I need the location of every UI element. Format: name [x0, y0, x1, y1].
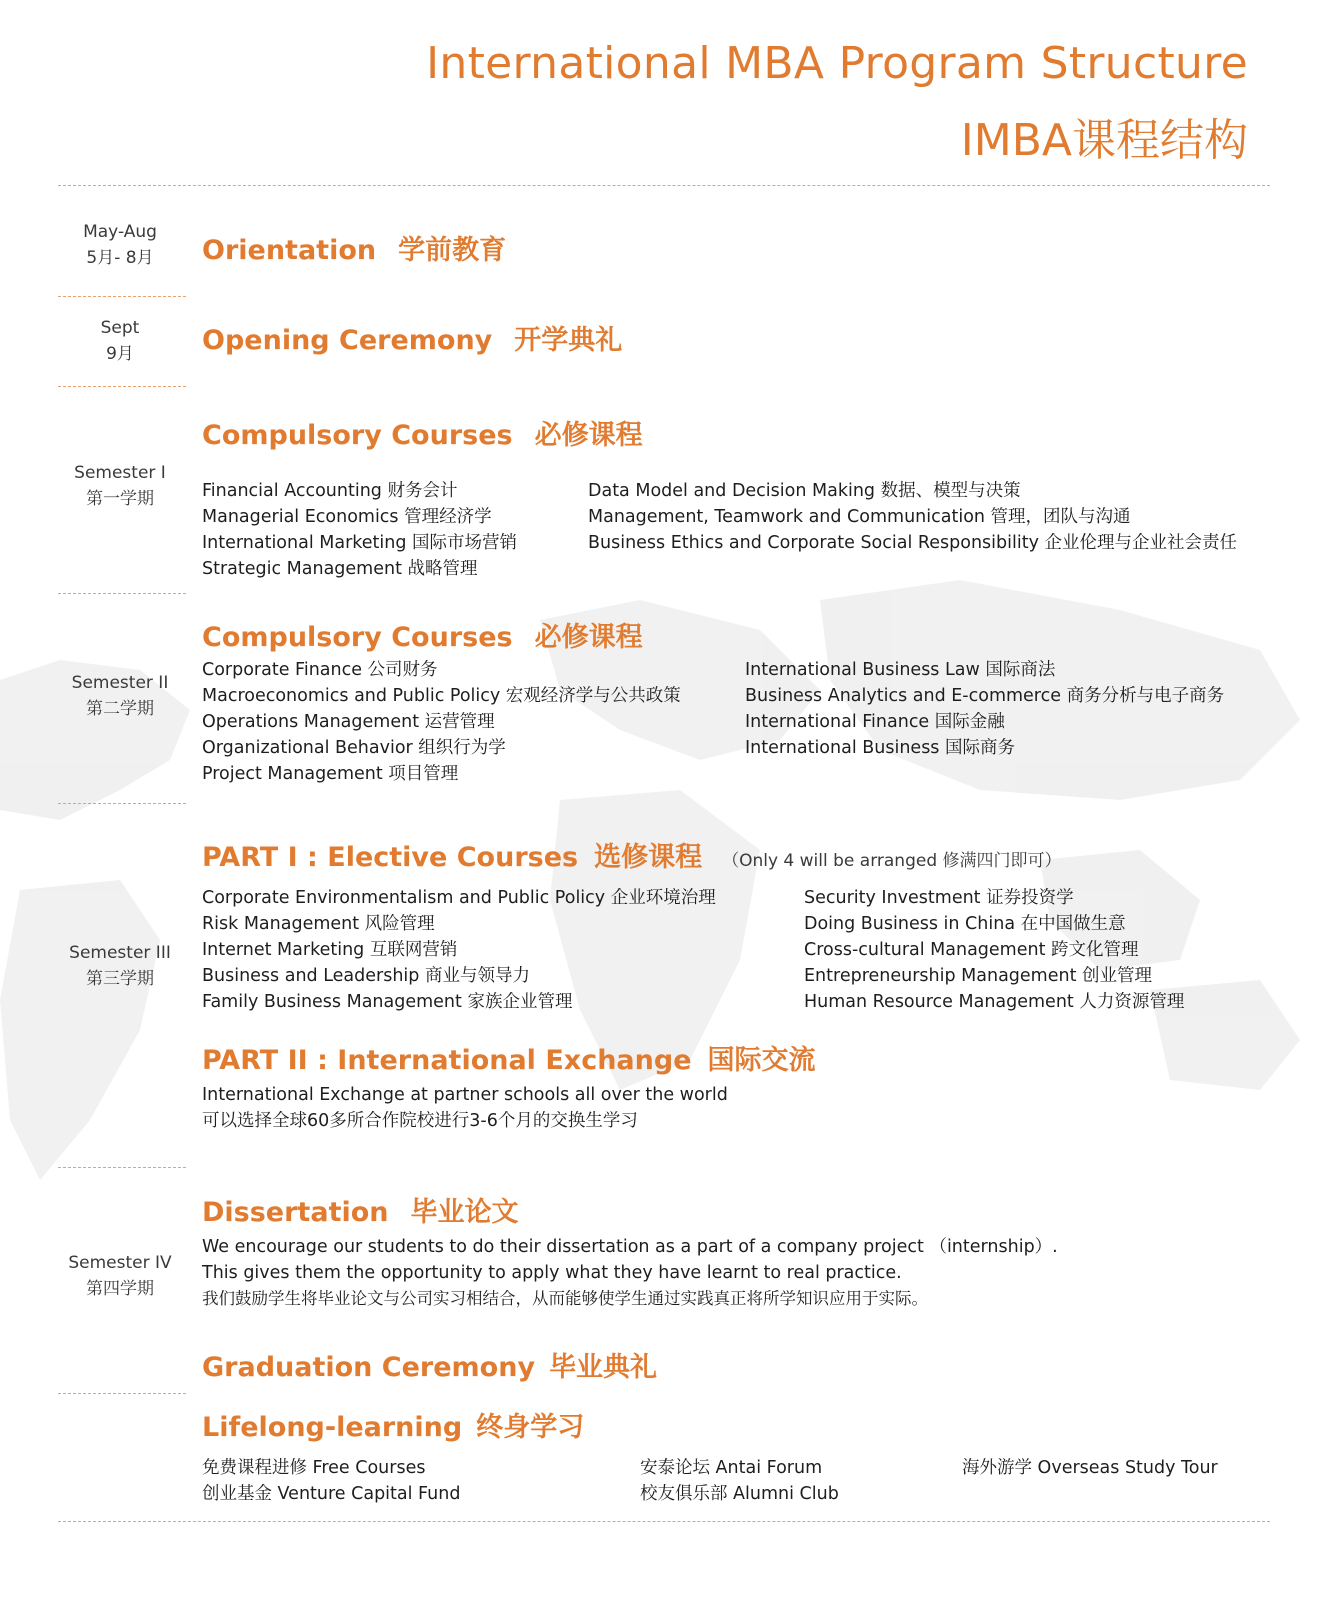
course-item: Cross-cultural Management 跨文化管理: [804, 940, 1139, 960]
course-item: Data Model and Decision Making 数据、模型与决策: [588, 481, 1021, 501]
lifelong-title-zh: 终身学习: [476, 1412, 585, 1443]
semester1-heading: [202, 413, 643, 452]
dissertation-description: [202, 1234, 1058, 1312]
course-item: Business Ethics and Corporate Social Responsibility 企业伦理与企业社会责任: [588, 533, 1238, 553]
course-item: Management, Teamwork and Communication 管理，团队与沟通: [588, 507, 1131, 527]
course-item: Risk Management 风险管理: [202, 914, 435, 934]
opening-date: [50, 315, 190, 367]
semester3-label-en: Semester III: [69, 943, 171, 963]
opening-date-en: Sept: [100, 318, 140, 338]
semester2-label: [50, 670, 190, 722]
orientation-heading: [202, 228, 506, 267]
semester4-label: [50, 1250, 190, 1302]
semester1-label-zh: 第一学期: [86, 489, 154, 509]
opening-date-zh: 9月: [106, 344, 134, 364]
course-item: Human Resource Management 人力资源管理: [804, 992, 1185, 1012]
divider-semester1: [58, 593, 186, 594]
semester4-label-zh: 第四学期: [86, 1279, 154, 1299]
divider-graduation: [58, 1393, 186, 1394]
course-item: International Business 国际商务: [745, 738, 1015, 758]
course-item: Entrepreneurship Management 创业管理: [804, 966, 1153, 986]
semester1-label: [50, 460, 190, 512]
course-item: Project Management 项目管理: [202, 764, 459, 784]
dissertation-line-3: 我们鼓励学生将毕业论文与公司实习相结合，从而能够使学生通过实践真正将所学知识应用于实际。: [202, 1289, 928, 1308]
semester1-courses-col2: [588, 478, 1237, 556]
lifelong-col3: [962, 1455, 1218, 1481]
semester2-heading: [202, 615, 643, 654]
lifelong-item: 海外游学 Overseas Study Tour: [962, 1458, 1218, 1478]
lifelong-col1: [202, 1455, 460, 1507]
lifelong-item: 安泰论坛 Antai Forum: [640, 1458, 823, 1478]
part1-title-zh: 选修课程: [594, 842, 703, 873]
semester1-courses-col1: [202, 478, 517, 582]
opening-title-en: Opening Ceremony: [202, 325, 493, 356]
orientation-date-en: May-Aug: [83, 222, 157, 242]
course-item: International Marketing 国际市场营销: [202, 533, 518, 553]
lifelong-item: 校友俱乐部 Alumni Club: [640, 1484, 839, 1504]
orientation-title-zh: 学前教育: [398, 235, 507, 266]
footer-divider: [58, 1521, 1270, 1522]
semester2-courses-col1: [202, 657, 681, 787]
header-divider: [58, 185, 1270, 186]
course-item: Corporate Finance 公司财务: [202, 660, 438, 680]
semester2-courses-col2: [745, 657, 1224, 761]
graduation-heading: [202, 1345, 657, 1384]
dissertation-title-zh: 毕业论文: [410, 1197, 519, 1228]
course-item: International Business Law 国际商法: [745, 660, 1056, 680]
orientation-title-en: Orientation: [202, 235, 377, 266]
divider-semester2: [58, 803, 186, 804]
dissertation-line-2: This gives them the opportunity to apply what they have learnt to real practice.: [202, 1263, 902, 1283]
page-title-zh: IMBA课程结构: [960, 115, 1248, 166]
orientation-date: [50, 219, 190, 271]
semester1-label-en: Semester I: [74, 463, 166, 483]
divider-opening: [58, 386, 186, 387]
divider-orientation: [58, 296, 186, 297]
semester4-heading: [202, 1190, 519, 1229]
course-item: Operations Management 运营管理: [202, 712, 495, 732]
course-item: Financial Accounting 财务会计: [202, 481, 458, 501]
course-item: Security Investment 证券投资学: [804, 888, 1074, 908]
semester3-courses-col1: [202, 885, 716, 1015]
course-item: Corporate Environmentalism and Public Policy 企业环境治理: [202, 888, 716, 908]
exchange-description: [202, 1082, 728, 1134]
lifelong-col2: [640, 1455, 839, 1507]
semester2-title-zh: 必修课程: [534, 622, 643, 653]
part2-title-zh: 国际交流: [707, 1045, 816, 1076]
course-item: Business Analytics and E-commerce 商务分析与电子商务: [745, 686, 1225, 706]
semester3-part2-heading: [202, 1038, 816, 1077]
course-item: Business and Leadership 商业与领导力: [202, 966, 530, 986]
divider-semester3: [58, 1167, 186, 1168]
exchange-line-en: International Exchange at partner schools all over the world: [202, 1085, 728, 1105]
lifelong-title-en: Lifelong-learning: [202, 1412, 463, 1443]
semester4-label-en: Semester IV: [68, 1253, 172, 1273]
lifelong-heading: [202, 1405, 584, 1444]
course-item: Doing Business in China 在中国做生意: [804, 914, 1126, 934]
dissertation-line-1: We encourage our students to do their dissertation as a part of a company project （internship）.: [202, 1237, 1058, 1257]
opening-title-zh: 开学典礼: [514, 325, 623, 356]
part2-title-en: PART II : International Exchange: [202, 1045, 692, 1076]
course-item: International Finance 国际金融: [745, 712, 1005, 732]
semester1-title-en: Compulsory Courses: [202, 420, 513, 451]
semester1-title-zh: 必修课程: [534, 420, 643, 451]
part1-title-en: PART I : Elective Courses: [202, 842, 579, 873]
semester2-label-en: Semester II: [71, 673, 169, 693]
semester2-title-en: Compulsory Courses: [202, 622, 513, 653]
semester3-label: [50, 940, 190, 992]
semester3-label-zh: 第三学期: [86, 969, 154, 989]
course-item: Macroeconomics and Public Policy 宏观经济学与公共政策: [202, 686, 681, 706]
course-item: Internet Marketing 互联网营销: [202, 940, 458, 960]
course-item: Organizational Behavior 组织行为学: [202, 738, 506, 758]
course-item: Strategic Management 战略管理: [202, 559, 478, 579]
graduation-title-en: Graduation Ceremony: [202, 1352, 536, 1383]
course-item: Managerial Economics 管理经济学: [202, 507, 492, 527]
exchange-line-zh: 可以选择全球60多所合作院校进行3-6个月的交换生学习: [202, 1111, 638, 1131]
graduation-title-zh: 毕业典礼: [549, 1352, 658, 1383]
lifelong-item: 免费课程进修 Free Courses: [202, 1458, 426, 1478]
lifelong-item: 创业基金 Venture Capital Fund: [202, 1484, 461, 1504]
course-item: Family Business Management 家族企业管理: [202, 992, 573, 1012]
semester3-part1-heading: [202, 835, 1062, 874]
orientation-date-zh: 5月- 8月: [86, 248, 154, 268]
dissertation-title-en: Dissertation: [202, 1197, 389, 1228]
opening-heading: [202, 318, 622, 357]
page-title-en: International MBA Program Structure: [426, 38, 1248, 89]
semester2-label-zh: 第二学期: [86, 699, 154, 719]
semester3-courses-col2: [804, 885, 1184, 1015]
part1-note: （Only 4 will be arranged 修满四门即可）: [722, 851, 1062, 871]
